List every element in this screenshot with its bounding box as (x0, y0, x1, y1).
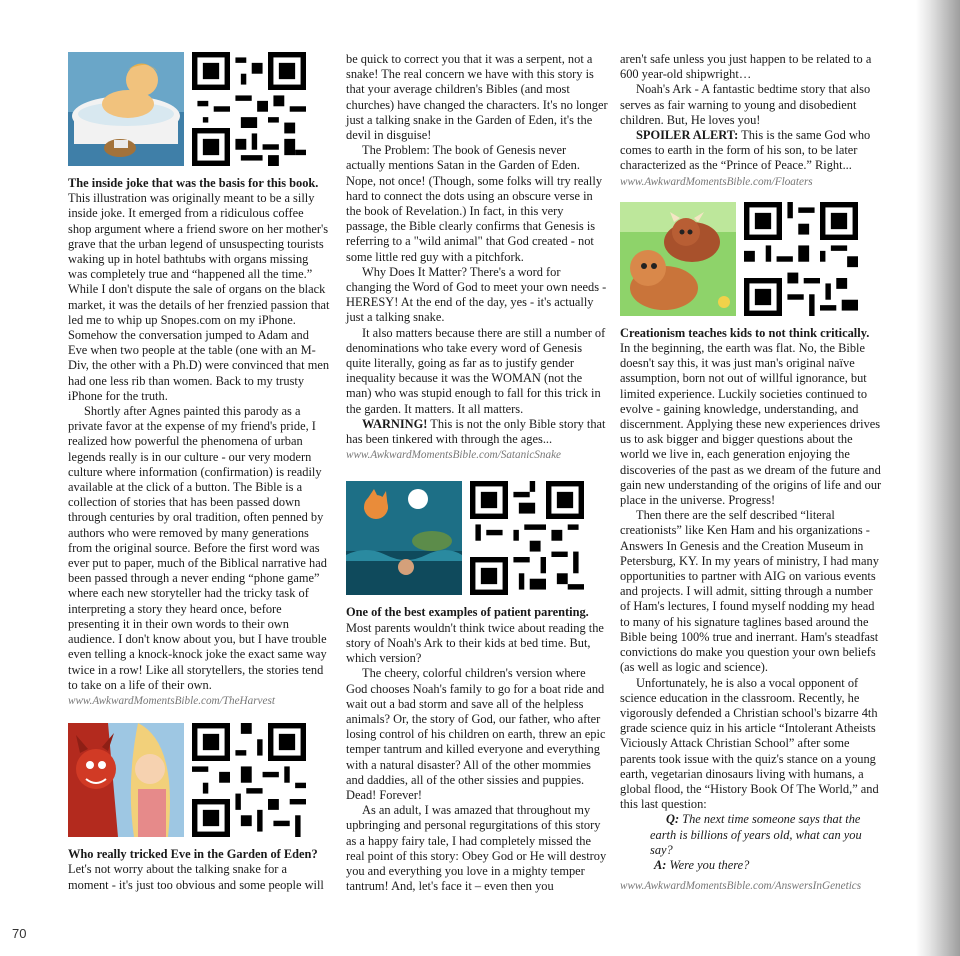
spoiler-paragraph (620, 128, 882, 174)
quiz-answer (620, 858, 882, 873)
link-answers-in-genetics[interactable]: www.AwkwardMomentsBible.com/AnswersInGenetics (620, 880, 862, 893)
caption-creationism: Creationism teaches kids to not think critically. (620, 325, 870, 340)
qr-code[interactable] (192, 723, 306, 837)
question-text: The next time someone says that the earth is billions of years old, what can you say? (650, 812, 862, 857)
figure-bathtub (68, 52, 330, 166)
paragraph: The cheery, colorful children's version where God chooses Noah's family to go for a boat ride and wait out a bad storm and save all of the helpless animals? Or, the story of God, our father, who after losing control of his children on earth, threw an epic temper tantrum and killed everyone and everything with a natural disaster? All of the other mommies and daddies, all of the other sissies and puppies. Dead! Forever! (346, 666, 606, 802)
warning-text: This is not the only Bible story that has been tinkered with through the ages... (346, 416, 606, 447)
question-label: Q: (666, 812, 680, 827)
caption-inside-joke: The inside joke that was the basis for this book. (68, 176, 319, 190)
link-the-harvest[interactable]: www.AwkwardMomentsBible.com/TheHarvest (68, 694, 275, 707)
caption-who-tricked-eve: Who really tricked Eve in the Garden of Eden? (68, 847, 318, 862)
link-satanic-snake[interactable]: www.AwkwardMomentsBible.com/SatanicSnake (346, 449, 562, 462)
paragraph: As an adult, I was amazed that throughout my upbringing and personal regurgitations of this story as a happy fairy tale, I had completely missed the real point of this story: Obey God or He will destroy you and everything you love in a mighty temper tantrum! And, let's face it – even then you (346, 803, 607, 894)
qr-code[interactable] (744, 202, 858, 316)
page-number: 70 (12, 926, 27, 941)
illustration-eve-devil (68, 723, 184, 837)
paragraph: be quick to correct you that it was a serpent, not a snake! The real concern we have with this story is that your average children's Bibles (and most churches) have changed the characters. It's no longer just a talking snake in the Garden of Eden, it's the devil in disguise! (346, 52, 608, 143)
paragraph: The Problem: The book of Genesis never actually mentions Satan in the Garden of Eden. Nope, not once! (Though, some folks will try really hard to connect the dots using an obscure verse in the book of Revelation.) In fact, in this very passage, the Bible clearly confirms that Genesis is referring to a "wild animal" that God created - not some little red guy with a pitchfork. (346, 143, 603, 264)
illustration-cows (620, 202, 736, 316)
paragraph: Why Does It Matter? There's a word for changing the Word of God to meet your own needs - HERESY! At the end of the day, yes - it's actually just a talking snake. (346, 264, 607, 325)
answer-text: Were you there? (666, 857, 750, 872)
figure-cows (620, 202, 882, 316)
spoiler-label: SPOILER ALERT: (636, 128, 739, 143)
figure-ark (346, 481, 608, 595)
paragraph: It also matters because there are still a number of denominations who take every word of Genesis quite literally, going as far as to justify gender inequality because it was the WOMAN (not the man) who was stupid enough to fall for this trick in the garden. It matters. It all matters. (346, 325, 606, 416)
paragraph: Then there are the self described “literal creationists” like Ken Ham and his organizations - Answers In Genesis and the Creation Museum in Petersburg, KY. In my years of ministry, I had many opportunities to partner with AIG on various events and projects. I will admit, sitting through a number of Ham's lectures, I found myself nodding my head to many of his signature taglines based around the Bible being 100% true and inerrant. Ham's steadfast convictions do make you question your own beliefs (as well as logic and science). (620, 508, 879, 675)
column-1 (68, 52, 330, 893)
warning-label: WARNING! (362, 416, 428, 431)
qr-code[interactable] (192, 52, 306, 166)
paragraph: Let's not worry about the talking snake for a moment - it's just too obvious and some people will (68, 862, 324, 892)
paragraph: Unfortunately, he is also a vocal opponent of science education in the classroom. Recently, he vigorously defended a Christian school's bizarre 4th grade science quiz in his article “Intolerant Atheists Viciously Attack Christian School” after some parents took issue with the quiz's stance on a young earth, vegetarian dinosaurs living with humans, a global flood, the “History Book Of The World,” and this last question: (620, 675, 879, 812)
link-floaters[interactable]: www.AwkwardMomentsBible.com/Floaters (620, 175, 813, 188)
paragraph: Shortly after Agnes painted this parody as a private favor at the expense of my friend's pride, I realized how powerful the phenomena of urban legends really is in our culture - our very modern culture where information (confirmation) is readily available at the click of a button. The Bible is a collection of stories that has been passed down through centuries by oral tradition, often penned by authors who were removed by many generations from the original source. Before the first word was ever put to paper, much of the Biblical narrative had been passed through a never ending “phone game” where each new storyteller had the tricky task of interpreting a story they heard once, before presenting it in their own words to their own audience. I don't know about you, but I have trouble even telling a knock-knock joke the exact same way twice in a row! Like all storytellers, the stories tend to take on a life of their own. (68, 404, 327, 692)
paragraph: This illustration was originally meant to be a silly inside joke. It emerged from a ridiculous coffee shop argument where a friend swore on her mother's grave that the urban legend of unsuspecting tourists waking up in hotel bathtubs with organs missing was completely true and “happened all the time.” While I don't dispute the sale of organs on the black market, it was the details of her frenzied passion that led me to whip up Snopes.com on my iPhone. Somehow the conversation jumped to Adam and Eve when two people at the table (one with an M-Div, the other with a Ph.D) were convinced that men had one less rib than women. Back to my trusty iPhone for the truth. (68, 191, 330, 403)
paragraph: aren't safe unless you just happen to be related to a 600 year-old shipwright… (620, 52, 872, 82)
qr-code[interactable] (470, 481, 584, 595)
answer-label: A: (654, 857, 667, 872)
column-2 (346, 52, 608, 894)
quiz-question (620, 812, 882, 858)
paragraph: In the beginning, the earth was flat. No, the Bible doesn't say this, it was just man's original naïve assumption, born not out of willful ignorance, but limited experience. Luckily societies continued to evolve - gaining knowledge, understanding, and discernment. Applying these new experiences drives us to ask bigger and bigger questions about the world we live in, each generation enjoying the discoveries of the past as we dream of the future and gain new understanding of the origins of life and our place in the universe. Progress! (620, 341, 882, 508)
paragraph: Most parents wouldn't think twice about reading the story of Noah's Ark to their kids at bed time. But, which version? (346, 620, 604, 666)
caption-patient-parenting: One of the best examples of patient parenting. (346, 605, 589, 620)
spoiler-text: This is the same God who comes to earth in the form of his son, to be later characterized as the “Prince of Peace.” Right... (620, 128, 871, 173)
page-gutter-shadow (916, 0, 960, 956)
figure-eve (68, 723, 330, 837)
illustration-flood (346, 481, 462, 595)
column-3 (620, 52, 882, 894)
warning-paragraph (346, 417, 608, 447)
paragraph: Noah's Ark - A fantastic bedtime story that also serves as fair warning to young and disobedient children. But, He loves you! (620, 82, 871, 127)
illustration-bathtub (68, 52, 184, 166)
